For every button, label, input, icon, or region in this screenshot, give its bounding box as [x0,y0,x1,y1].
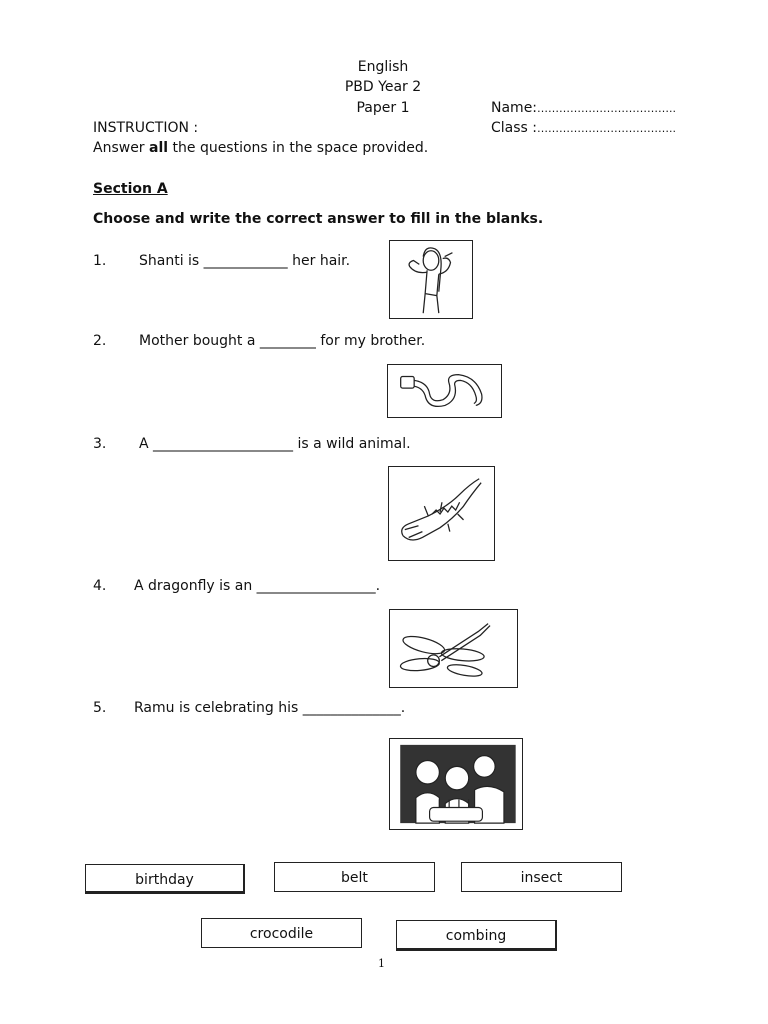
option-birthday: birthday [85,864,245,894]
belt-picture [387,364,502,418]
instruction-pre: Answer [93,140,150,156]
section-directions: Choose and write the correct answer to fill in the blanks. [93,211,544,227]
class-label: Class : [491,120,537,136]
option-insect: insect [461,862,622,892]
option-belt: belt [274,862,435,892]
question-number: 1. [93,253,107,269]
class-field [491,120,676,136]
question-text: A ____________________ is a wild animal. [139,436,411,452]
class-blank: ……………………………….. [537,122,676,135]
question-text: Mother bought a ________ for my brother. [139,333,426,349]
question-text: Shanti is ____________ her hair. [139,253,351,269]
option-combing: combing [396,920,557,951]
paper-title: Paper 1 [356,100,410,116]
instruction-bold: all [149,140,169,156]
section-title: Section A [93,181,168,197]
instruction-text [93,140,428,156]
question-number: 5. [93,700,107,716]
girl-combing-hair-picture [389,240,473,319]
name-field [491,100,676,116]
girl-combing-hair-illustration [390,241,472,318]
instruction-post: the questions in the space provided. [168,140,429,156]
question-number: 2. [93,333,107,349]
question-text: Ramu is celebrating his ______________. [134,700,406,716]
level-title: PBD Year 2 [344,79,422,95]
dragonfly-picture [389,609,518,688]
question-text: A dragonfly is an _________________. [134,578,381,594]
birthday-party-illustration [390,739,522,829]
name-label: Name: [491,100,538,116]
crocodile-picture [388,466,495,561]
dragonfly-illustration [390,610,517,687]
option-crocodile: crocodile [201,918,362,948]
name-blank: ……………………………….. [537,102,677,115]
birthday-party-picture [389,738,523,830]
page-number: 1 [378,957,385,970]
subject-title: English [357,59,409,75]
question-number: 3. [93,436,107,452]
belt-illustration [388,365,501,417]
crocodile-illustration [389,467,494,560]
question-number: 4. [93,578,107,594]
instruction-label: INSTRUCTION : [93,120,199,136]
